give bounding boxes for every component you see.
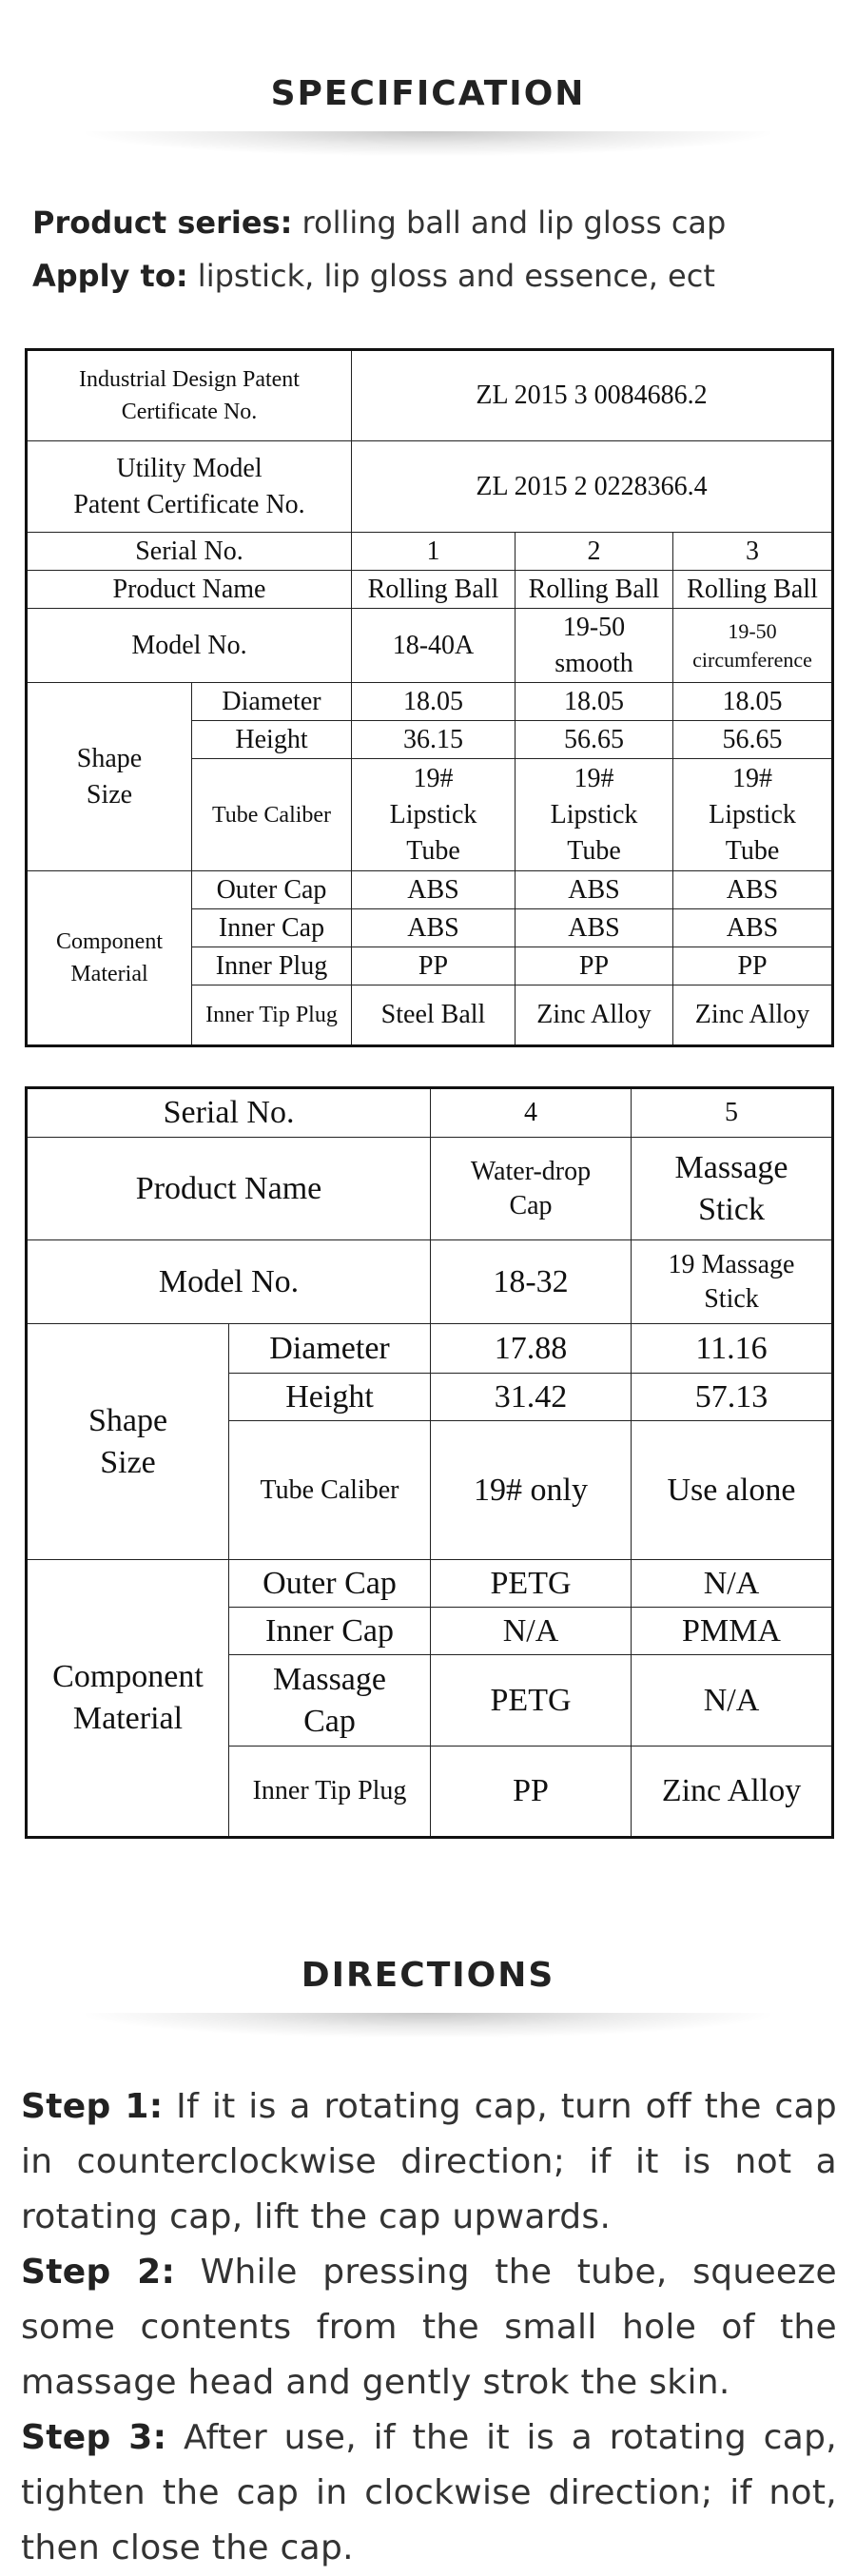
step-text: While pressing the tube, squeeze some contents from the small hole of the massage head and gently strok the skin. xyxy=(21,2253,837,2402)
tube-caliber-label: Tube Caliber xyxy=(192,759,352,871)
inner-tip-plug-value: Steel Ball xyxy=(352,986,516,1046)
height-label: Height xyxy=(192,721,352,759)
tube-caliber-label: Tube Caliber xyxy=(229,1421,431,1560)
massage-cap-label: Massage Cap xyxy=(229,1655,431,1747)
table-row xyxy=(27,350,833,441)
apply-to-line xyxy=(32,249,831,302)
product-name-value: Water-drop Cap xyxy=(431,1138,632,1240)
inner-cap-value: ABS xyxy=(352,909,516,947)
product-series-value: rolling ball and lip gloss cap xyxy=(292,205,727,241)
tube-caliber-value: 19# only xyxy=(431,1421,632,1560)
step-label: Step 3: xyxy=(21,2418,167,2457)
shape-size-label: Shape Size xyxy=(27,1324,229,1560)
utility-patent-value: ZL 2015 2 0228366.4 xyxy=(352,441,833,533)
model-value: 18-40A xyxy=(352,609,516,683)
inner-cap-value: ABS xyxy=(516,909,673,947)
diameter-value: 11.16 xyxy=(632,1324,833,1374)
apply-to-label: Apply to: xyxy=(32,258,188,294)
product-series-line xyxy=(32,196,831,249)
design-patent-label: Industrial Design Patent Certificate No. xyxy=(27,350,352,441)
product-name-label: Product Name xyxy=(27,1138,431,1240)
component-material-label: Component Material xyxy=(27,1560,229,1838)
outer-cap-value: ABS xyxy=(516,871,673,909)
table-row xyxy=(27,441,833,533)
outer-cap-value: ABS xyxy=(352,871,516,909)
table-row xyxy=(27,1088,833,1138)
inner-cap-label: Inner Cap xyxy=(192,909,352,947)
specification-title: SPECIFICATION xyxy=(270,74,586,113)
utility-patent-label: Utility Model Patent Certificate No. xyxy=(27,441,352,533)
inner-cap-label: Inner Cap xyxy=(229,1608,431,1655)
massage-cap-value: N/A xyxy=(632,1655,833,1747)
serial-value: 4 xyxy=(431,1088,632,1138)
inner-tip-plug-value: Zinc Alloy xyxy=(516,986,673,1046)
table-row xyxy=(27,1560,833,1608)
model-value: 19-50 smooth xyxy=(516,609,673,683)
height-value: 31.42 xyxy=(431,1374,632,1421)
inner-tip-plug-value: Zinc Alloy xyxy=(632,1747,833,1838)
inner-tip-plug-value: PP xyxy=(431,1747,632,1838)
direction-step xyxy=(21,2079,837,2245)
product-name-value: Massage Stick xyxy=(632,1138,833,1240)
outer-cap-value: N/A xyxy=(632,1560,833,1608)
diameter-value: 18.05 xyxy=(673,683,833,721)
model-value: 19 Massage Stick xyxy=(632,1240,833,1324)
table-row xyxy=(27,683,833,721)
model-label: Model No. xyxy=(27,609,352,683)
table-row xyxy=(27,533,833,571)
diameter-label: Diameter xyxy=(192,683,352,721)
table-row xyxy=(27,1324,833,1374)
outer-cap-value: ABS xyxy=(673,871,833,909)
direction-step xyxy=(21,2410,837,2576)
inner-plug-label: Inner Plug xyxy=(192,947,352,986)
model-label: Model No. xyxy=(27,1240,431,1324)
table-row xyxy=(27,1240,833,1324)
tube-caliber-value: 19# Lipstick Tube xyxy=(673,759,833,871)
directions-list xyxy=(21,2079,837,2576)
model-value: 18-32 xyxy=(431,1240,632,1324)
step-label: Step 1: xyxy=(21,2087,164,2126)
inner-cap-value: N/A xyxy=(431,1608,632,1655)
height-value: 56.65 xyxy=(516,721,673,759)
outer-cap-value: PETG xyxy=(431,1560,632,1608)
step-label: Step 2: xyxy=(21,2253,176,2292)
shape-size-label: Shape Size xyxy=(27,683,192,871)
inner-cap-value: PMMA xyxy=(632,1608,833,1655)
directions-title: DIRECTIONS xyxy=(301,1956,555,1995)
product-info xyxy=(32,196,831,302)
serial-label: Serial No. xyxy=(27,533,352,571)
serial-value: 2 xyxy=(516,533,673,571)
specification-divider xyxy=(86,131,770,156)
inner-plug-value: PP xyxy=(516,947,673,986)
table-row xyxy=(27,1138,833,1240)
product-series-label: Product series: xyxy=(32,205,293,241)
table-row xyxy=(27,571,833,609)
step-text: After use, if the it is a rotating cap, tighten the cap in clockwise direction; if not, then close the cap. xyxy=(21,2418,837,2567)
direction-step xyxy=(21,2245,837,2410)
inner-tip-plug-value: Zinc Alloy xyxy=(673,986,833,1046)
diameter-value: 17.88 xyxy=(431,1324,632,1374)
tube-caliber-value: 19# Lipstick Tube xyxy=(352,759,516,871)
table-row xyxy=(27,871,833,909)
component-material-label: Component Material xyxy=(27,871,192,1046)
product-name-value: Rolling Ball xyxy=(516,571,673,609)
height-value: 56.65 xyxy=(673,721,833,759)
table-row xyxy=(27,609,833,683)
spec-table-2 xyxy=(25,1086,834,1839)
serial-value: 1 xyxy=(352,533,516,571)
serial-value: 5 xyxy=(632,1088,833,1138)
inner-cap-value: ABS xyxy=(673,909,833,947)
inner-tip-plug-label: Inner Tip Plug xyxy=(229,1747,431,1838)
diameter-value: 18.05 xyxy=(352,683,516,721)
diameter-label: Diameter xyxy=(229,1324,431,1374)
outer-cap-label: Outer Cap xyxy=(192,871,352,909)
step-text: If it is a rotating cap, turn off the cap in counterclockwise direction; if it is not a rotating cap, lift the cap upwards. xyxy=(21,2087,837,2236)
diameter-value: 18.05 xyxy=(516,683,673,721)
apply-to-value: lipstick, lip gloss and essence, ect xyxy=(187,258,715,294)
height-label: Height xyxy=(229,1374,431,1421)
spec-table-1 xyxy=(25,348,834,1047)
tube-caliber-value: 19# Lipstick Tube xyxy=(516,759,673,871)
inner-plug-value: PP xyxy=(352,947,516,986)
inner-tip-plug-label: Inner Tip Plug xyxy=(192,986,352,1046)
height-value: 36.15 xyxy=(352,721,516,759)
outer-cap-label: Outer Cap xyxy=(229,1560,431,1608)
height-value: 57.13 xyxy=(632,1374,833,1421)
product-name-value: Rolling Ball xyxy=(352,571,516,609)
directions-divider xyxy=(86,2013,770,2038)
serial-label: Serial No. xyxy=(27,1088,431,1138)
product-name-label: Product Name xyxy=(27,571,352,609)
tube-caliber-value: Use alone xyxy=(632,1421,833,1560)
product-name-value: Rolling Ball xyxy=(673,571,833,609)
serial-value: 3 xyxy=(673,533,833,571)
inner-plug-value: PP xyxy=(673,947,833,986)
design-patent-value: ZL 2015 3 0084686.2 xyxy=(352,350,833,441)
massage-cap-value: PETG xyxy=(431,1655,632,1747)
model-value: 19-50 circumference xyxy=(673,609,833,683)
